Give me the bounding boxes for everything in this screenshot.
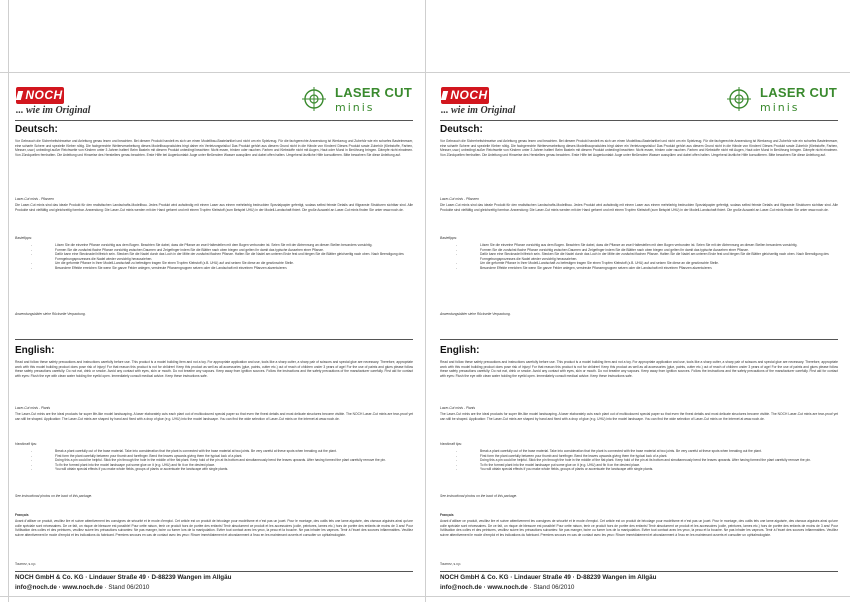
english-subtitle: Laser-Cut minis - Plants (15, 406, 51, 410)
list-item: - Dafür kann eine Stecknadel hilfreich sein. Stecken Sie die Nadel durch das Loch in der Mitte der zunächst flachen Pflanze. Halten Sie die Nadel am unteren Ende fest und biegen Sie die Blätter gleichzeitig nach oben. Nach Beendigung des Formgebungsprozesses die Nadel wieder vorsichtig herausziehen. (15, 252, 413, 261)
trim-line-center (425, 0, 426, 602)
list-item: - Besondere Effekte erreichen Sie wenn Sie ganze Felder anlegen, verstreute Pflanzengruppen setzen oder die Landschaft mit einzelnen Pflanzen akzentuieren. (15, 266, 413, 271)
list-item: - You will obtain special effects if you make whole fields, groups of plants or accentuate the landscape with single plants. (15, 467, 413, 472)
footer-rule (15, 571, 413, 572)
list-item: - Um die geformte Pflanze in Ihrer Modell-Landschaft zu befestigen tragen Sie einen Tropfen Klebstoff (z.B. UHU) auf und setzen Sie diese an die gewünschte Stelle. (15, 261, 413, 266)
german-tips-list (440, 243, 838, 271)
english-description: The Laser-Cut minis are the ideal products for super life-like model landscaping. A laser elaborately cuts each plant out of multicoloured special paper so that even the finest details and most delicate structures become visible. The NOCH Laser-Cut minis are tear-proof yet can still be shaped. Application: The Laser-Cut minis are shaped by hand and fixed with a drop of glue (e.g. UHU) into the model landscape. You can find the wide selection of Laser-Cut minis on the internet at www.noch.de. (440, 412, 838, 421)
english-safety-text: Read and follow these safety precautions and instructions carefully before use. This product is a model building item and not a toy. For appropriate application and use, tools like a sharp cutter, a sharp pair of scissors and special glue are necessary. Therefore, appropriate work with this model building product does pose risk of injury! For that reason this product is not for children! Keep this product as well as all accessories (glue, paints, cutter etc.) out of reach of children under 3 years of age! For the use of paints and glues please follow these safety precautions carefully: Do not eat, drink or smoke. Avoid any contact with eyes, skin or mouth. Do not breathe any vapours. Keep away from ignition sources. Follow the instructions and the safety precautions of the manufacturer carefully. First aid for contact with eyes: Flush the eye with clean water holding the eyelid open. Immediately consult medical advice. Keep these instructions safe. (440, 360, 838, 378)
english-tips-title: Handicraft tips: (15, 442, 37, 446)
tagline: ... wie im Original (441, 105, 516, 116)
lasercut-subtitle: minis (335, 101, 375, 114)
german-subtitle: Laser-Cut minis - Pflanzen (440, 197, 479, 201)
french-heading: Français (440, 513, 454, 517)
list-item: - Besondere Effekte erreichen Sie wenn Sie ganze Felder anlegen, verstreute Pflanzengruppen setzen oder die Landschaft mit einzelnen Pflanzen akzentuieren. (440, 266, 838, 271)
crosshair-icon (726, 86, 752, 112)
company-address: NOCH GmbH & Co. KG · Lindauer Straße 49 · D-88239 Wangen im Allgäu (440, 574, 657, 581)
english-subtitle: Laser-Cut minis - Plants (440, 406, 476, 410)
company-address: NOCH GmbH & Co. KG · Lindauer Straße 49 · D-88239 Wangen im Allgäu (15, 574, 232, 581)
english-tips-list (440, 449, 838, 472)
german-tips-title: Basteltipps: (15, 236, 33, 240)
lasercut-title: LASER CUT (335, 85, 413, 100)
lasercut-title: LASER CUT (760, 85, 838, 100)
list-item: - Break a plant carefully out of the base material. Take into consideration that the plant is connected with the base material at two joints. Be very careful at these spots when breaking out the plant. (15, 449, 413, 454)
leaflet-page-right (425, 0, 850, 602)
german-safety-text: Vor Gebrauch die Sicherheitshinweise und Anleitung genau lesen und beachten. Bei diesem Produkt handelt es sich um einen Modellbau-Bastelartikel und nicht um ein Spielzeug. Für die fachgerechte Anwendung ist Werkzeug und Zubehör wie ein scharfes Bastelmesser, eine scharfe Schere und spezielle Kleber nötig. Die fachgerechte Weiterverarbeitung dieses Modellbauproduktes birgt daher ein Verletzungsrisiko! Das Produkt gehört aus diesem Grund nicht in die Hände von Kindern! Dieses Produkt sowie Zubehör (Klebstoffe, Farben, Messer, usw.) unbedingt außer Reichweite von Kindern unter 3 Jahren halten! Beim Basteln mit diesem Produkt unbedingt beachten: Nicht essen, trinken oder rauchen. Farben und Klebstoffe nicht mit Augen, Haut oder Mund in Berührung bringen. Dämpfe nicht einatmen. Von Zündquellen fernhalten. Die Anleitung und Hinweise des Herstellers genau beachten. Erste Hilfe bei Augenkontakt: Auge unter fließendem Wasser ausspülen und dabei offen halten. Umgehend ärztliche Hilfe konsultieren. Bitte bewahren Sie diese Anleitung auf. (15, 139, 413, 157)
tagline: ... wie im Original (16, 105, 91, 116)
section-rule (440, 339, 838, 340)
list-item: - Break a plant carefully out of the base material. Take into consideration that the plant is connected with the base material at two joints. Be very careful at these spots when breaking out the plant. (440, 449, 838, 454)
english-description: The Laser-Cut minis are the ideal products for super life-like model landscaping. A laser elaborately cuts each plant out of multicoloured special paper so that even the finest details and most delicate structures become visible. The NOCH Laser-Cut minis are tear-proof yet can still be shaped. Application: The Laser-Cut minis are shaped by hand and fixed with a drop of glue (e.g. UHU) into the model landscape. You can find the wide selection of Laser-Cut minis on the internet at www.noch.de. (15, 412, 413, 421)
german-closing: Anwendungsbilder siehe Rückseite Verpackung. (15, 312, 86, 316)
german-heading: Deutsch: (440, 124, 483, 135)
english-tips-title: Handicraft tips: (440, 442, 462, 446)
french-heading: Français (15, 513, 29, 517)
trim-line-top (0, 72, 425, 73)
trim-line-bottom (425, 596, 850, 597)
footer (440, 573, 838, 593)
trim-line-bottom (0, 596, 425, 597)
french-safety-text: Avant d'utiliser ce produit, veuillez lire et suivre attentivement les consignes de sécurité et le mode d'emploi. Cet article est un produit de bricolage pour modélisme et n'est pas un jouet. Pour le montage, des outils tels une lame aiguisée, des ciseaux aiguisés ainsi qu'une colle spéciale sont nécessaires. De ce fait, un risque de blessure est possible! Pour cette raison, tenir ce produit hors de portée des enfants! Tenir absolument ce produit et les accessoires (colle, peintures, lames etc.) hors de portée des enfants de moins de 3 ans! Pour l'utilisation des colles et des peintures, veuillez suivre les précautions suivantes: Ne pas manger, boire ou fumer lors de la manipulation. Eviter tout contact avec les yeux, la peau et la bouche. Ne pas inhaler les vapeurs. Tenir à l'écart des sources inflammables. Veuillez suivre attentivement le mode d'emploi et les indications du fabricant. Premiers secours en cas de contact avec les yeux: Rincer immédiatement et abondamment à l'eau en les maintenant ouverts et consulter un ophtalmologiste. (440, 519, 838, 537)
lasercut-subtitle: minis (760, 101, 800, 114)
contact-line (440, 583, 838, 593)
list-item: - Formen Sie die zunächst flache Pflanze vorsichtig zwischen Daumen und Zeigefinger indem Sie die Blätter nach oben biegen und gelten Ihr damit das typische Aussehen einer Pflanze. (15, 248, 413, 253)
list-item: - Lösen Sie die einzelne Pflanze vorsichtig aus dem Bogen. Beachten Sie dabei, dass die Pflanze an zwei Haltestellen mit dem Bogen verbunden ist. Seien Sie mit der Abtrennung an diesen Stellen besonders vorsichtig. (15, 243, 413, 248)
footer-rule (440, 571, 838, 572)
trim-line-left (8, 0, 9, 602)
french-safety-text: Avant d'utiliser ce produit, veuillez lire et suivre attentivement les consignes de sécurité et le mode d'emploi. Cet article est un produit de bricolage pour modélisme et n'est pas un jouet. Pour le montage, des outils tels une lame aiguisée, des ciseaux aiguisés ainsi qu'une colle spéciale sont nécessaires. De ce fait, un risque de blessure est possible! Pour cette raison, tenir ce produit hors de portée des enfants! Tenir absolument ce produit et les accessoires (colle, peintures, lames etc.) hors de portée des enfants de moins de 3 ans! Pour l'utilisation des colles et des peintures, veuillez suivre les précautions suivantes: Ne pas manger, boire ou fumer lors de la manipulation. Eviter tout contact avec les yeux, la peau et la bouche. Ne pas inhaler les vapeurs. Tenir à l'écart des sources inflammables. Veuillez suivre attentivement le mode d'emploi et les indications du fabricant. Premiers secours en cas de contact avec les yeux: Rincer immédiatement et abondamment à l'eau en les maintenant ouverts et consulter un ophtalmologiste. (15, 519, 413, 537)
list-item: - You will obtain special effects if you make whole fields, groups of plants or accentuate the landscape with single plants. (440, 467, 838, 472)
german-description: Die Laser-Cut minis sind das ideale Produkt für den realistischen Landschafts-Modellbau. Jedes Produkt wird aufwändig mit einem Laser aus einem mehrfarbig bedruckten Spezialpapier gefertigt, sodass selbst feinste Details und filigranste Strukturen sichtbar sind. Alle Produkte sind vielfältig und gleichzeitig formbar. Anwendung: Die Laser-Cut minis werden mit der Hand geformt und mit einem Tropfen Klebstoff (zum Beispiel UHU) in der Modell-Landschaft fixiert. Die große Auswahl an Laser-Cut minis finden Sie unter www.noch.de. (15, 203, 413, 212)
german-tips-title: Basteltipps: (440, 236, 458, 240)
list-item: - To fix the formed plant into the model landscape put some glue on it (e.g. UHU) and fix it on the desired place. (15, 463, 413, 468)
contact-info: info@noch.de · www.noch.de (440, 584, 528, 591)
contact-line (15, 583, 413, 593)
lasercut-minis-logo (726, 85, 838, 119)
english-heading: English: (15, 345, 55, 356)
header-rule (440, 120, 838, 121)
stand-date: · Stand 06/2010 (529, 584, 575, 591)
english-tips-list (15, 449, 413, 472)
german-closing: Anwendungsbilder siehe Rückseite Verpackung. (440, 312, 511, 316)
list-item: - To fix the formed plant into the model landscape put some glue on it (e.g. UHU) and fix it on the desired place. (440, 463, 838, 468)
stand-date: · Stand 06/2010 (104, 584, 150, 591)
footer (15, 573, 413, 593)
english-safety-text: Read and follow these safety precautions and instructions carefully before use. This product is a model building item and not a toy. For appropriate application and use, tools like a sharp cutter, a sharp pair of scissors and special glue are necessary. Therefore, appropriate work with this model building product does pose risk of injury! For that reason this product is not for children! Keep this product as well as all accessories (glue, paints, cutter etc.) out of reach of children under 3 years of age! For the use of paints and glues please follow these safety precautions carefully: Do not eat, drink or smoke. Avoid any contact with eyes, skin or mouth. Do not breathe any vapours. Keep away from ignition sources. Follow the instructions and the safety precautions of the manufacturer carefully. First aid for contact with eyes: Flush the eye with clean water holding the eyelid open. Immediately consult medical advice. Keep these instructions safe. (15, 360, 413, 378)
french-closing: Tournez, s.v.p. (15, 562, 37, 566)
noch-logo: NOCH (16, 87, 64, 104)
english-closing: See instructional photos on the back of this package. (440, 494, 518, 498)
german-safety-text: Vor Gebrauch die Sicherheitshinweise und Anleitung genau lesen und beachten. Bei diesem Produkt handelt es sich um einen Modellbau-Bastelartikel und nicht um ein Spielzeug. Für die fachgerechte Anwendung ist Werkzeug und Zubehör wie ein scharfes Bastelmesser, eine scharfe Schere und spezielle Kleber nötig. Die fachgerechte Weiterverarbeitung dieses Modellbauproduktes birgt daher ein Verletzungsrisiko! Das Produkt gehört aus diesem Grund nicht in die Hände von Kindern! Dieses Produkt sowie Zubehör (Klebstoffe, Farben, Messer, usw.) unbedingt außer Reichweite von Kindern unter 3 Jahren halten! Beim Basteln mit diesem Produkt unbedingt beachten: Nicht essen, trinken oder rauchen. Farben und Klebstoffe nicht mit Augen, Haut oder Mund in Berührung bringen. Dämpfe nicht einatmen. Von Zündquellen fernhalten. Die Anleitung und Hinweise des Herstellers genau beachten. Erste Hilfe bei Augenkontakt: Auge unter fließendem Wasser ausspülen und dabei offen halten. Umgehend ärztliche Hilfe konsultieren. Bitte bewahren Sie diese Anleitung auf. (440, 139, 838, 157)
german-subtitle: Laser-Cut minis - Pflanzen (15, 197, 54, 201)
english-heading: English: (440, 345, 480, 356)
list-item: - Lösen Sie die einzelne Pflanze vorsichtig aus dem Bogen. Beachten Sie dabei, dass die Pflanze an zwei Haltestellen mit dem Bogen verbunden ist. Seien Sie mit der Abtrennung an diesen Stellen besonders vorsichtig. (440, 243, 838, 248)
trim-line-top (425, 72, 850, 73)
header-rule (15, 120, 413, 121)
lasercut-minis-logo (301, 85, 413, 119)
list-item: - First form the plant carefully between your thumb and forefinger. Bend the leaves upwards giving them the typical look of a plant. (440, 454, 838, 459)
list-item: - Um die geformte Pflanze in Ihrer Modell-Landschaft zu befestigen tragen Sie einen Tropfen Klebstoff (z.B. UHU) auf und setzen Sie diese an die gewünschte Stelle. (440, 261, 838, 266)
list-item: - Dafür kann eine Stecknadel hilfreich sein. Stecken Sie die Nadel durch das Loch in der Mitte der zunächst flachen Pflanze. Halten Sie die Nadel am unteren Ende fest und biegen Sie die Blätter gleichzeitig nach oben. Nach Beendigung des Formgebungsprozesses die Nadel wieder vorsichtig herausziehen. (440, 252, 838, 261)
crosshair-icon (301, 86, 327, 112)
contact-info: info@noch.de · www.noch.de (15, 584, 103, 591)
french-closing: Tournez, s.v.p. (440, 562, 462, 566)
german-description: Die Laser-Cut minis sind das ideale Produkt für den realistischen Landschafts-Modellbau. Jedes Produkt wird aufwändig mit einem Laser aus einem mehrfarbig bedruckten Spezialpapier gefertigt, sodass selbst feinste Details und filigranste Strukturen sichtbar sind. Alle Produkte sind vielfältig und gleichzeitig formbar. Anwendung: Die Laser-Cut minis werden mit der Hand geformt und mit einem Tropfen Klebstoff (zum Beispiel UHU) in der Modell-Landschaft fixiert. Die große Auswahl an Laser-Cut minis finden Sie unter www.noch.de. (440, 203, 838, 212)
list-item: - Formen Sie die zunächst flache Pflanze vorsichtig zwischen Daumen und Zeigefinger indem Sie die Blätter nach oben biegen und gelten Ihr damit das typische Aussehen einer Pflanze. (440, 248, 838, 253)
noch-logo: NOCH (441, 87, 489, 104)
list-item: - Doing this a pin could be helpful. Stick the pin through the hole in the middle of the flat plant. Keep hold of the pin at its bottom and simultaneously bend the leaves upwards. After having formed the plant carefully remove the pin. (15, 458, 413, 463)
german-heading: Deutsch: (15, 124, 58, 135)
german-tips-list (15, 243, 413, 271)
list-item: - Doing this a pin could be helpful. Stick the pin through the hole in the middle of the flat plant. Keep hold of the pin at its bottom and simultaneously bend the leaves upwards. After having formed the plant carefully remove the pin. (440, 458, 838, 463)
list-item: - First form the plant carefully between your thumb and forefinger. Bend the leaves upwards giving them the typical look of a plant. (15, 454, 413, 459)
section-rule (15, 339, 413, 340)
english-closing: See instructional photos on the back of this package. (15, 494, 93, 498)
